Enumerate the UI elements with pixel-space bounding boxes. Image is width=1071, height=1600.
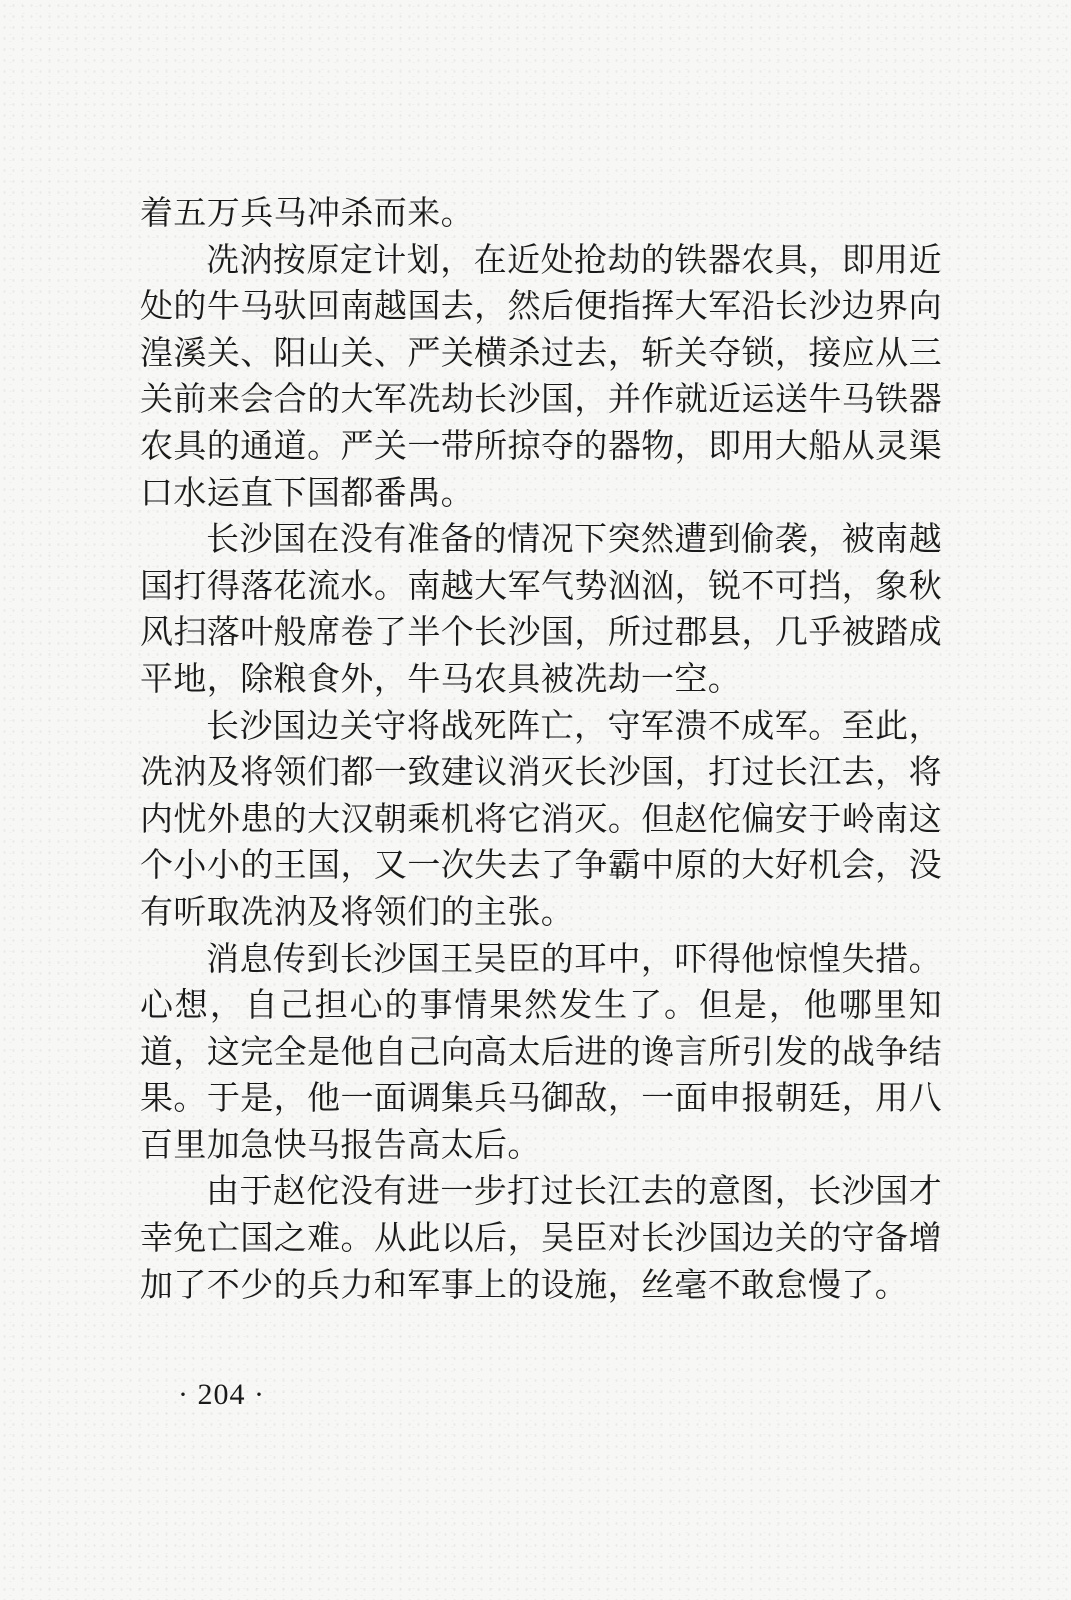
paragraph-6: 由于赵佗没有进一步打过长江去的意图，长沙国才幸免亡国之难。从此以后，吴臣对长沙国边关的守备增加了不少的兵力和军事上的设施，丝毫不敢怠慢了。 [140,1171,942,1304]
body-text [140,190,942,1308]
paragraph-3: 长沙国在没有准备的情况下突然遭到偷袭，被南越国打得落花流水。南越大军气势汹汹，锐不可挡，象秋风扫落叶般席卷了半个长沙国，所过郡县，几乎被踏成平地，除粮食外，牛马农具被冼劫一空。 [140,519,942,698]
paragraph-1: 着五万兵马冲杀而来。 [140,193,474,232]
paragraph-2: 冼汭按原定计划，在近处抢劫的铁器农具，即用近处的牛马驮回南越国去，然后便指挥大军沿长沙边界向湟溪关、阳山关、严关横杀过去，斩关夺锁，接应从三关前来会合的大军冼劫长沙国，并作就近运送牛马铁器农具的通道。严关一带所掠夺的器物，即用大船从灵渠口水运直下国都番禺。 [140,239,942,512]
paragraph-4: 长沙国边关守将战死阵亡，守军溃不成军。至此，冼汭及将领们都一致建议消灭长沙国，打过长江去，将内忧外患的大汉朝乘机将它消灭。但赵佗偏安于岭南这个小小的王国，又一次失去了争霸中原的大好机会，没有听取冼汭及将领们的主张。 [140,705,942,931]
paragraph-5: 消息传到长沙国王吴臣的耳中，吓得他惊惶失措。心想，自己担心的事情果然发生了。但是，他哪里知道，这完全是他自己向高太后进的谗言所引发的战争结果。于是，他一面调集兵马御敌，一面申报朝廷，用八百里加急快马报告高太后。 [140,938,942,1164]
page-number: · 204 · [178,1378,265,1411]
